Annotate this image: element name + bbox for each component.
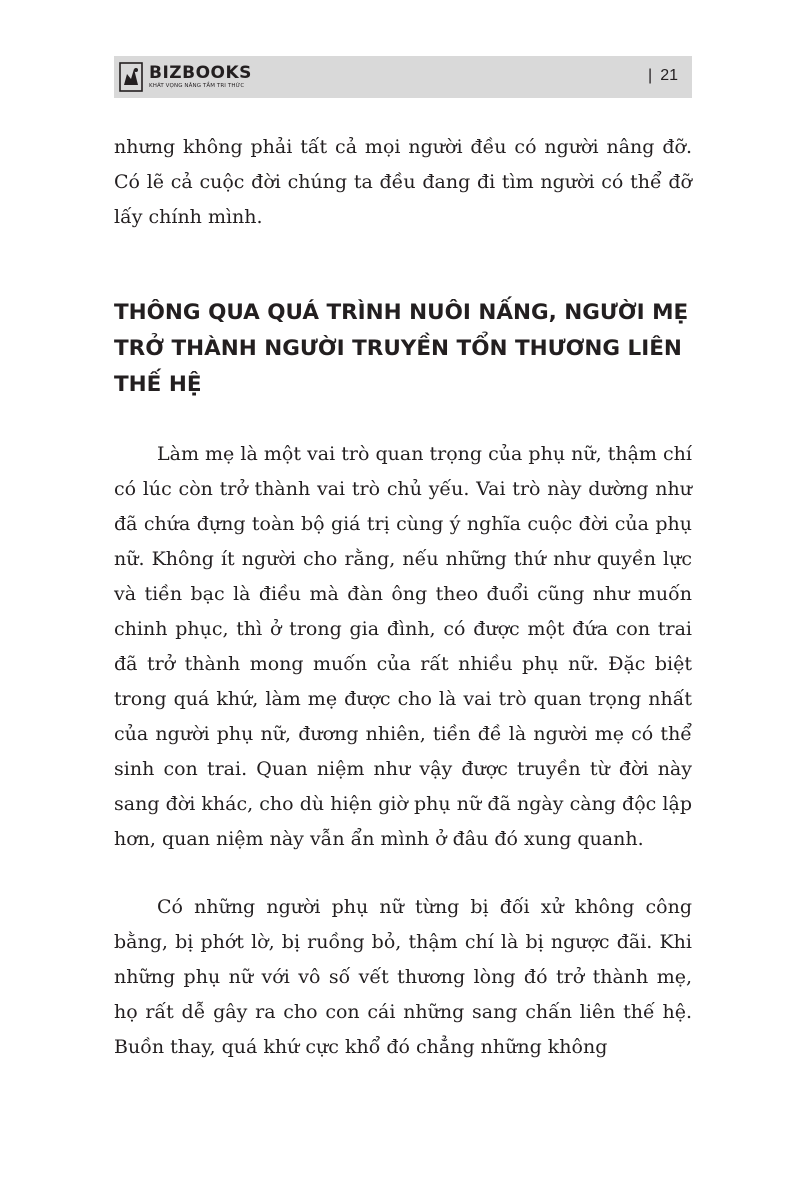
logo-name: BIZBOOKS: [149, 63, 252, 83]
page-separator: |: [648, 67, 653, 84]
paragraph-motherhood: Làm mẹ là một vai trò quan trọng của phụ nữ, thậm chí có lúc còn trở thành vai trò chủ yếu. Vai trò này dường như đã chứa đựng toàn bộ giá trị cùng ý nghĩa cuộc đời của phụ nữ. Không ít người cho rằng, nếu những thứ như quyền lực và tiền bạc là điều mà đàn ông theo đuổi cũng như muốn chinh phục, thì ở trong gia đình, có được một đứa con trai đã trở thành mong muốn của rất nhiều phụ nữ. Đặc biệt trong quá khứ, làm mẹ được cho là vai trò quan trọng nhất của người phụ nữ, đương nhiên, tiền đề là người mẹ có thể sinh con trai. Quan niệm như vậy được truyền từ đời này sang đời khác, cho dù hiện giờ phụ nữ đã ngày càng độc lập hơn, quan niệm này vẫn ẩn mình ở đâu đó xung quanh.: [114, 443, 692, 850]
paragraph-trauma: Có những người phụ nữ từng bị đối xử không công bằng, bị phớt lờ, bị ruồng bỏ, thậm chí là bị ngược đãi. Khi những phụ nữ với vô số vết thương lòng đó trở thành mẹ, họ rất dễ gây ra cho con cái những sang chấn liên thế hệ. Buồn thay, quá khứ cực khổ đó chẳng những không: [114, 896, 692, 1058]
bizbooks-logo-icon: [119, 62, 143, 92]
logo-tagline: KHÁT VỌNG NÂNG TẦM TRI THỨC: [149, 83, 245, 89]
page-number: 21: [660, 67, 678, 84]
paragraph-continued: nhưng không phải tất cả mọi người đều có người nâng đỡ. Có lẽ cả cuộc đời chúng ta đều đang đi tìm người có thể đỡ lấy chính mình.: [114, 136, 692, 228]
running-header: [114, 56, 692, 98]
page-number-block: [648, 67, 678, 85]
publisher-logo: [119, 60, 252, 94]
section-heading: THÔNG QUA QUÁ TRÌNH NUÔI NẤNG, NGƯỜI MẸ TRỞ THÀNH NGƯỜI TRUYỀN TỔN THƯƠNG LIÊN THẾ HỆ: [114, 300, 689, 397]
